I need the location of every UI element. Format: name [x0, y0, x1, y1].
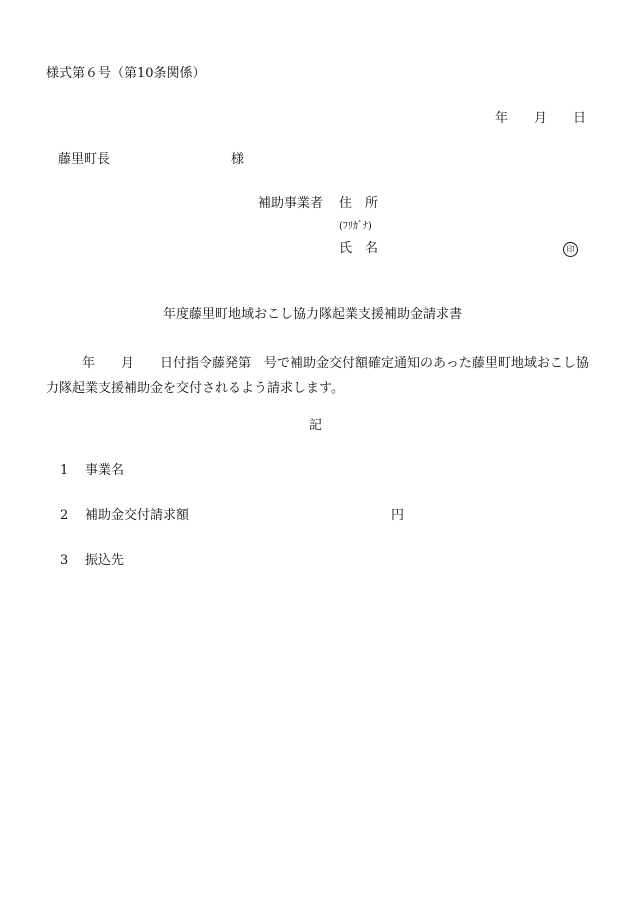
item-2	[60, 508, 189, 524]
address-label: 住 所	[339, 196, 379, 211]
form-number: 様式第６号（第10条関係）	[46, 66, 206, 81]
item-number: 1	[60, 463, 69, 478]
item-label: 補助金交付請求額	[85, 508, 190, 523]
name-label: 氏 名	[339, 241, 379, 256]
item-1	[60, 463, 124, 479]
item-3	[60, 553, 124, 569]
ki-heading: 記	[309, 418, 323, 433]
addressee-name: 藤里町長	[58, 152, 111, 167]
addressee-honorific: 様	[231, 152, 245, 167]
date-day: 日	[572, 111, 586, 126]
date-year: 年	[494, 111, 508, 126]
item-number: 2	[60, 508, 69, 523]
seal-icon: 印	[563, 242, 578, 257]
item-label: 振込先	[85, 553, 125, 568]
furigana-label: (ﾌﾘｶﾞﾅ)	[339, 221, 372, 232]
date-month: 月	[533, 111, 547, 126]
applicant-label: 補助事業者	[258, 196, 324, 211]
item-number: 3	[60, 553, 69, 568]
request-body: 年 月 日付指令藤発第 号で補助金交付額確定通知のあった藤里町地域おこし協力隊起業支援補助金を交付されるよう請求します。	[46, 356, 589, 396]
date-line	[495, 107, 586, 126]
document-title: 年度藤里町地域おこし協力隊起業支援補助金請求書	[163, 307, 463, 322]
amount-unit: 円	[391, 508, 405, 523]
item-label: 事業名	[85, 463, 125, 478]
seal-mark	[563, 241, 578, 257]
